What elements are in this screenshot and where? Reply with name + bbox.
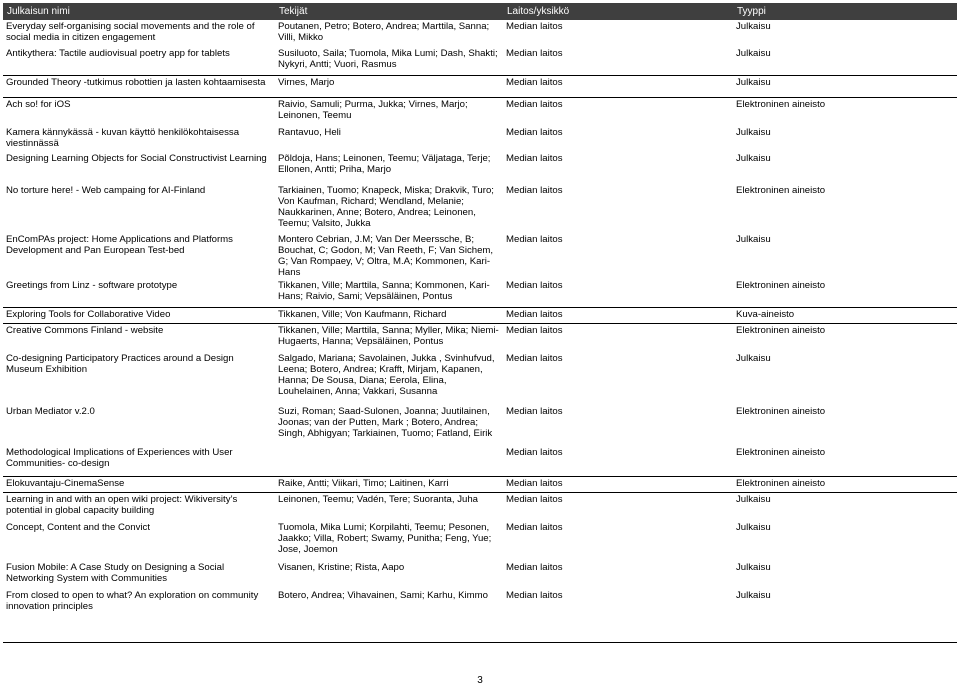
row-unit: Median laitos <box>503 279 733 308</box>
row-unit: Median laitos <box>506 99 563 110</box>
row-type: Elektroninen aineisto <box>733 446 957 477</box>
row-unit: Median laitos <box>506 562 563 573</box>
row-authors: Salgado, Mariana; Savolainen, Jukka , Svinhufvud, Leena; Botero, Andrea; Krafft, Mirjam, Kapanen, Hanna; De Sousa, Diana; Eerola, Elina, Louhelainen, Anna; Vakkari, Susanna <box>278 353 495 397</box>
table-row <box>3 405 957 446</box>
row-title: Co-designing Participatory Practices around a Design Museum Exhibition <box>6 353 234 375</box>
table-row <box>3 589 957 617</box>
row-unit: Median laitos <box>506 406 563 417</box>
table-body <box>3 20 957 617</box>
publications-table <box>3 3 957 617</box>
row-authors: Leinonen, Teemu; Vadén, Tere; Suoranta, Juha <box>278 494 479 505</box>
row-type: Julkaisu <box>733 47 957 76</box>
row-title: Grounded Theory -tutkimus robottien ja lasten kohtaamisesta <box>3 76 275 98</box>
header-row <box>3 3 957 20</box>
row-type: Elektroninen aineisto <box>736 325 826 336</box>
row-authors: Tarkiainen, Tuomo; Knapeck, Miska; Drakvik, Turo; Von Kaufman, Richard; Wendland, Melanie; Naukkarinen, Anne; Botero, Andrea; Leinonen, Teemu; Valsito, Jukka <box>278 185 494 229</box>
table-header <box>3 3 957 20</box>
row-title: Greetings from Linz - software prototype <box>3 279 275 308</box>
row-title: Learning in and with an open wiki project: Wikiversity’s potential in global capacity building <box>6 494 238 516</box>
table-row <box>3 493 957 522</box>
row-type: Elektroninen aineisto <box>736 185 826 196</box>
row-unit: Median laitos <box>506 185 563 196</box>
row-unit: Median laitos <box>503 446 733 477</box>
row-title: No torture here! - Web campaing for AI-Finland <box>6 185 206 196</box>
row-type: Julkaisu <box>736 353 771 364</box>
row-unit: Median laitos <box>506 590 563 601</box>
row-authors: Suzi, Roman; Saad-Sulonen, Joanna; Juutilainen, Joonas; van der Putten, Mark ; Botero, Andrea; Singh, Abhigyan; Tarkiainen, Tuomo; Fatland, Eirik <box>278 406 493 439</box>
row-unit: Median laitos <box>506 234 563 245</box>
row-authors <box>275 446 503 477</box>
row-authors: Poutanen, Petro; Botero, Andrea; Marttila, Sanna; Villi, Mikko <box>278 21 490 43</box>
row-unit: Median laitos <box>503 76 733 98</box>
row-title: Methodological Implications of Experiences with User Communities- co-design <box>3 446 275 477</box>
row-title: Designing Learning Objects for Social Constructivist Learning <box>6 153 267 164</box>
row-unit: Median laitos <box>503 477 733 493</box>
row-authors: Raike, Antti; Viikari, Timo; Laitinen, Karri <box>275 477 503 493</box>
row-title: Creative Commons Finland - website <box>6 325 164 336</box>
row-type: Julkaisu <box>736 153 771 164</box>
table-row <box>3 76 957 98</box>
table-row <box>3 521 957 561</box>
row-unit: Median laitos <box>506 325 563 336</box>
row-title: Kamera kännykässä - kuvan käyttö henkilökohtaisessa viestinnässä <box>6 127 240 149</box>
row-type: Kuva-aineisto <box>733 308 957 324</box>
table-row <box>3 324 957 353</box>
row-type: Julkaisu <box>736 127 771 138</box>
row-unit: Median laitos <box>506 494 563 505</box>
table-row <box>3 308 957 324</box>
table-row <box>3 152 957 184</box>
table-row <box>3 279 957 308</box>
row-type: Julkaisu <box>736 522 771 533</box>
column-header-unit: Laitos/yksikkö <box>503 3 733 20</box>
row-authors: Susiluoto, Saila; Tuomola, Mika Lumi; Dash, Shakti; Nykyri, Antti; Vuori, Rasmus <box>275 47 503 76</box>
row-type: Elektroninen aineisto <box>736 99 826 110</box>
row-authors: Montero Cebrian, J.M; Van Der Meerssche, B; Bouchat, C; Godon, M; Van Reeth, F; Van Sichem, G; Van Rompaey, V; Oltra, M.A; Kommonen, Kari-Hans <box>278 234 494 278</box>
row-type: Elektroninen aineisto <box>733 279 957 308</box>
row-authors: Virnes, Marjo <box>275 76 503 98</box>
column-header-type: Tyyppi <box>733 3 957 20</box>
column-header-authors: Tekijät <box>275 3 503 20</box>
row-authors: Tikkanen, Ville; Marttila, Sanna; Myller, Mika; Niemi-Hugaerts, Hanna; Vepsäläinen, Pontus <box>278 325 499 347</box>
row-unit: Median laitos <box>503 308 733 324</box>
table-row <box>3 446 957 477</box>
row-authors: Tikkanen, Ville; Von Kaufmann, Richard <box>275 308 503 324</box>
row-authors: Põldoja, Hans; Leinonen, Teemu; Väljataga, Terje; Ellonen, Antti; Priha, Marjo <box>278 153 491 175</box>
row-title: Concept, Content and the Convict <box>6 522 150 533</box>
row-title: Antikythera: Tactile audiovisual poetry app for tablets <box>3 47 275 76</box>
row-title: From closed to open to what? An exploration on community innovation principles <box>6 590 259 612</box>
table-row <box>3 184 957 233</box>
row-type: Elektroninen aineisto <box>736 406 826 417</box>
table-row <box>3 477 957 493</box>
row-authors: Tikkanen, Ville; Marttila, Sanna; Kommonen, Kari-Hans; Raivio, Sami; Vepsäläinen, Pontus <box>275 279 503 308</box>
row-title: Exploring Tools for Collaborative Video <box>3 308 275 324</box>
row-title: Ach so! for iOS <box>6 99 71 110</box>
row-unit: Median laitos <box>506 153 563 164</box>
row-type: Elektroninen aineisto <box>733 477 957 493</box>
table-row <box>3 233 957 279</box>
table-row <box>3 561 957 589</box>
row-authors: Tuomola, Mika Lumi; Korpilahti, Teemu; Pesonen, Jaakko; Villa, Robert; Swamy, Punitha; Feng, Yue; Jose, Joemon <box>278 522 492 555</box>
row-type: Julkaisu <box>736 590 771 601</box>
row-title: Elokuvantaju-CinemaSense <box>3 477 275 493</box>
row-title: Urban Mediator v.2.0 <box>6 406 95 417</box>
column-header-title: Julkaisun nimi <box>3 3 275 20</box>
row-authors: Botero, Andrea; Vihavainen, Sami; Karhu, Kimmo <box>278 590 488 601</box>
table-row <box>3 98 957 127</box>
row-title: EnComPAs project: Home Applications and Platforms Development and Pan European Test-bed <box>6 234 233 256</box>
row-unit: Median laitos <box>506 127 563 138</box>
row-type: Julkaisu <box>736 234 771 245</box>
row-type: Julkaisu <box>736 562 771 573</box>
row-title: Fusion Mobile: A Case Study on Designing a Social Networking System with Communities <box>6 562 225 584</box>
table-row <box>3 20 957 47</box>
row-title: Everyday self-organising social movements and the role of social media in citizen engagement <box>6 21 255 43</box>
page-number: 3 <box>477 675 483 686</box>
table-row <box>3 126 957 152</box>
row-unit: Median laitos <box>506 21 563 32</box>
row-authors: Raivio, Samuli; Purma, Jukka; Virnes, Marjo; Leinonen, Teemu <box>278 99 468 121</box>
row-authors: Rantavuo, Heli <box>278 127 341 138</box>
table-row <box>3 352 957 405</box>
row-authors: Visanen, Kristine; Rista, Aapo <box>278 562 405 573</box>
bottom-rule <box>3 642 957 643</box>
row-type: Julkaisu <box>736 21 771 32</box>
row-unit: Median laitos <box>506 522 563 533</box>
table-row <box>3 47 957 76</box>
document-page <box>3 3 957 617</box>
row-unit: Median laitos <box>503 47 733 76</box>
row-type: Julkaisu <box>733 76 957 98</box>
row-unit: Median laitos <box>506 353 563 364</box>
row-type: Julkaisu <box>736 494 771 505</box>
